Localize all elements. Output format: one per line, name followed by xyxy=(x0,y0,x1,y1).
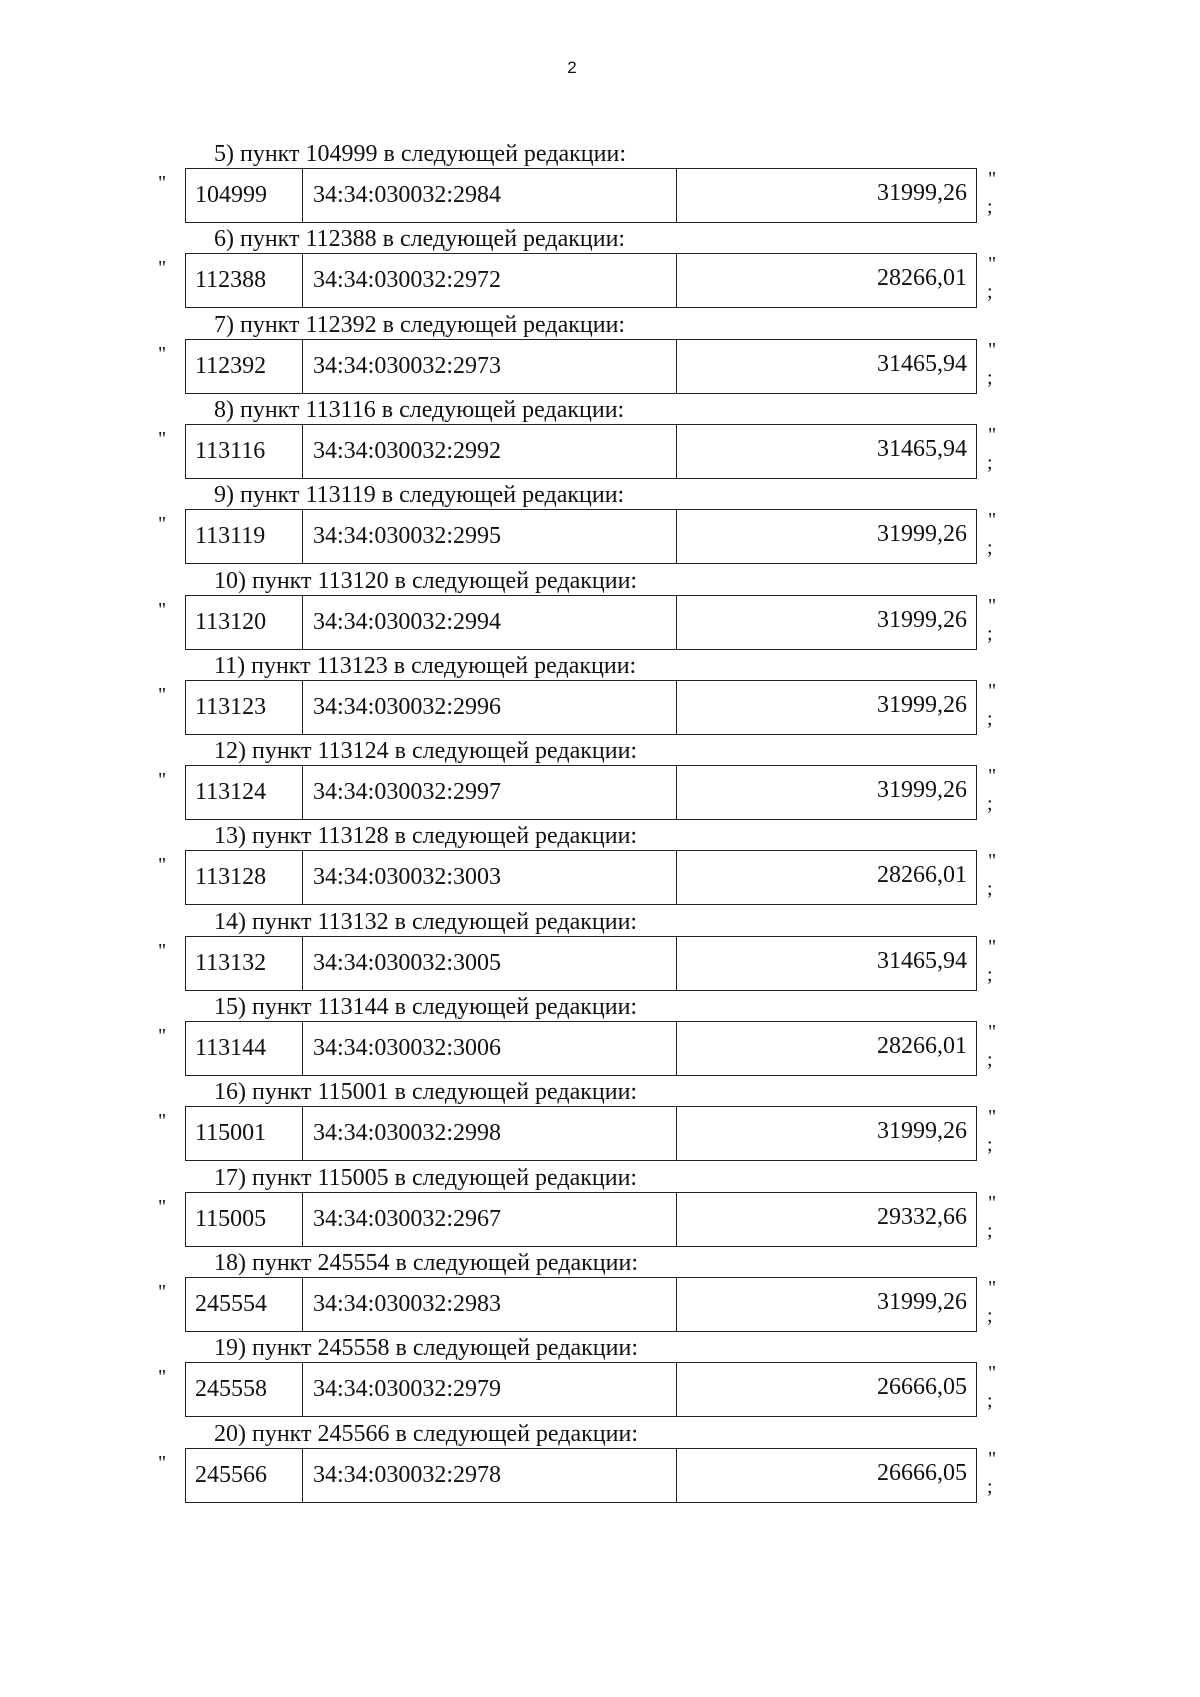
item-heading: 10) пункт 113120 в следующей редакции: xyxy=(214,567,638,594)
semicolon: ; xyxy=(987,622,993,645)
table-row xyxy=(185,509,977,564)
item-heading: 17) пункт 115005 в следующей редакции: xyxy=(214,1164,638,1191)
close-quote: " xyxy=(988,765,997,788)
semicolon: ; xyxy=(987,1219,993,1242)
semicolon: ; xyxy=(987,366,993,389)
item-number-cell: 113119 xyxy=(186,510,303,563)
item-heading: 14) пункт 113132 в следующей редакции: xyxy=(214,908,638,935)
semicolon: ; xyxy=(987,537,993,560)
table-row xyxy=(185,850,977,905)
amendment-item xyxy=(0,481,1200,567)
open-quote: " xyxy=(158,769,167,792)
item-heading: 18) пункт 245554 в следующей редакции: xyxy=(214,1249,638,1276)
amendment-item xyxy=(0,311,1200,397)
close-quote: " xyxy=(988,679,997,702)
table-row xyxy=(185,1362,977,1417)
close-quote: " xyxy=(988,1276,997,1299)
close-quote: " xyxy=(988,850,997,873)
table-row xyxy=(185,1192,977,1247)
item-heading: 11) пункт 113123 в следующей редакции: xyxy=(214,652,637,679)
amendment-item xyxy=(0,1078,1200,1164)
item-heading: 20) пункт 245566 в следующей редакции: xyxy=(214,1420,638,1447)
table-row xyxy=(185,168,977,223)
close-quote: " xyxy=(988,1021,997,1043)
open-quote: " xyxy=(158,513,167,536)
open-quote: " xyxy=(158,1280,167,1303)
open-quote: " xyxy=(158,1451,167,1474)
cadastral-number-cell: 34:34:030032:3006 xyxy=(303,1022,677,1075)
amendment-item xyxy=(0,652,1200,738)
cadastral-number-cell: 34:34:030032:2995 xyxy=(303,510,677,563)
value-cell: 31465,94 xyxy=(877,947,967,974)
cadastral-number-cell: 34:34:030032:2967 xyxy=(303,1193,677,1246)
amendment-item xyxy=(0,1420,1200,1506)
open-quote: " xyxy=(158,342,167,365)
amendment-item xyxy=(0,737,1200,823)
value-cell: 26666,05 xyxy=(877,1459,967,1486)
amendment-item xyxy=(0,1249,1200,1335)
table-row xyxy=(185,253,977,308)
item-number-cell: 113120 xyxy=(186,596,303,649)
item-heading: 19) пункт 245558 в следующей редакции: xyxy=(214,1335,638,1362)
item-heading: 15) пункт 113144 в следующей редакции: xyxy=(214,994,638,1020)
semicolon: ; xyxy=(987,281,993,304)
cadastral-number-cell: 34:34:030032:2973 xyxy=(303,340,677,393)
item-heading: 7) пункт 112392 в следующей редакции: xyxy=(214,311,626,338)
semicolon: ; xyxy=(987,1475,993,1498)
item-number-cell: 115001 xyxy=(186,1107,303,1160)
item-heading: 8) пункт 113116 в следующей редакции: xyxy=(214,396,625,423)
item-number-cell: 115005 xyxy=(186,1193,303,1246)
item-number-cell: 245558 xyxy=(186,1363,303,1416)
value-cell: 28266,01 xyxy=(877,862,967,889)
table-row xyxy=(185,1277,977,1332)
value-cell: 29332,66 xyxy=(877,1203,967,1230)
open-quote: " xyxy=(158,257,167,280)
cadastral-number-cell: 34:34:030032:2984 xyxy=(303,169,677,222)
amendment-item xyxy=(0,567,1200,653)
cadastral-number-cell: 34:34:030032:2979 xyxy=(303,1363,677,1416)
close-quote: " xyxy=(988,1447,997,1470)
open-quote: " xyxy=(158,598,167,621)
cadastral-number-cell: 34:34:030032:2972 xyxy=(303,254,677,307)
amendment-item xyxy=(0,225,1200,311)
table-row xyxy=(185,936,977,991)
open-quote: " xyxy=(158,1110,167,1133)
value-cell: 28266,01 xyxy=(877,1033,967,1059)
item-heading: 6) пункт 112388 в следующей редакции: xyxy=(214,226,626,253)
item-number-cell: 245566 xyxy=(186,1449,303,1502)
cadastral-number-cell: 34:34:030032:2996 xyxy=(303,681,677,734)
item-heading: 12) пункт 113124 в следующей редакции: xyxy=(214,738,638,765)
open-quote: " xyxy=(158,427,167,450)
amendment-item xyxy=(0,396,1200,482)
open-quote: " xyxy=(158,1366,167,1389)
table-row xyxy=(185,424,977,479)
close-quote: " xyxy=(988,253,997,276)
item-number-cell: 113144 xyxy=(186,1022,303,1075)
value-cell: 31999,26 xyxy=(877,691,967,718)
value-cell: 26666,05 xyxy=(877,1374,967,1401)
cadastral-number-cell: 34:34:030032:2978 xyxy=(303,1449,677,1502)
value-cell: 31465,94 xyxy=(877,435,967,462)
value-cell: 31999,26 xyxy=(877,777,967,804)
semicolon: ; xyxy=(987,1390,993,1413)
semicolon: ; xyxy=(987,1304,993,1327)
table-row xyxy=(185,1021,977,1076)
semicolon: ; xyxy=(987,451,993,474)
cadastral-number-cell: 34:34:030032:2992 xyxy=(303,425,677,478)
semicolon: ; xyxy=(987,963,993,986)
cadastral-number-cell: 34:34:030032:2994 xyxy=(303,596,677,649)
open-quote: " xyxy=(158,854,167,877)
value-cell: 31465,94 xyxy=(877,350,967,377)
value-cell: 31999,26 xyxy=(877,180,967,206)
item-heading: 13) пункт 113128 в следующей редакции: xyxy=(214,823,638,850)
page-number: 2 xyxy=(567,58,577,77)
item-heading: 5) пункт 104999 в следующей редакции: xyxy=(214,141,626,167)
amendment-item xyxy=(0,908,1200,994)
table-row xyxy=(185,1448,977,1503)
close-quote: " xyxy=(988,423,997,446)
item-number-cell: 112392 xyxy=(186,340,303,393)
semicolon: ; xyxy=(987,707,993,730)
table-row xyxy=(185,339,977,394)
amendment-item xyxy=(0,1334,1200,1420)
semicolon: ; xyxy=(987,1134,993,1157)
value-cell: 31999,26 xyxy=(877,606,967,633)
open-quote: " xyxy=(158,172,167,194)
table-row xyxy=(185,595,977,650)
item-number-cell: 113123 xyxy=(186,681,303,734)
cadastral-number-cell: 34:34:030032:2998 xyxy=(303,1107,677,1160)
value-cell: 28266,01 xyxy=(877,265,967,292)
value-cell: 31999,26 xyxy=(877,1118,967,1145)
cadastral-number-cell: 34:34:030032:3003 xyxy=(303,851,677,904)
close-quote: " xyxy=(988,1362,997,1385)
open-quote: " xyxy=(158,683,167,706)
semicolon: ; xyxy=(987,196,993,218)
item-number-cell: 113132 xyxy=(186,937,303,990)
close-quote: " xyxy=(988,1106,997,1129)
item-heading: 16) пункт 115001 в следующей редакции: xyxy=(214,1079,638,1106)
item-number-cell: 113124 xyxy=(186,766,303,819)
item-number-cell: 112388 xyxy=(186,254,303,307)
item-heading: 9) пункт 113119 в следующей редакции: xyxy=(214,482,625,509)
amendment-item xyxy=(0,993,1200,1079)
close-quote: " xyxy=(988,935,997,958)
table-row xyxy=(185,765,977,820)
cadastral-number-cell: 34:34:030032:3005 xyxy=(303,937,677,990)
table-row xyxy=(185,680,977,735)
close-quote: " xyxy=(988,509,997,532)
item-number-cell: 113128 xyxy=(186,851,303,904)
semicolon: ; xyxy=(987,878,993,901)
table-row xyxy=(185,1106,977,1161)
close-quote: " xyxy=(988,168,997,190)
amendment-item xyxy=(0,822,1200,908)
cadastral-number-cell: 34:34:030032:2997 xyxy=(303,766,677,819)
semicolon: ; xyxy=(987,1049,993,1071)
amendment-item xyxy=(0,1164,1200,1250)
open-quote: " xyxy=(158,1025,167,1047)
open-quote: " xyxy=(158,939,167,962)
amendment-item xyxy=(0,140,1200,226)
item-number-cell: 104999 xyxy=(186,169,303,222)
close-quote: " xyxy=(988,1191,997,1214)
close-quote: " xyxy=(988,594,997,617)
value-cell: 31999,26 xyxy=(877,1288,967,1315)
cadastral-number-cell: 34:34:030032:2983 xyxy=(303,1278,677,1331)
open-quote: " xyxy=(158,1195,167,1218)
close-quote: " xyxy=(988,338,997,361)
semicolon: ; xyxy=(987,793,993,816)
item-number-cell: 245554 xyxy=(186,1278,303,1331)
value-cell: 31999,26 xyxy=(877,521,967,548)
item-number-cell: 113116 xyxy=(186,425,303,478)
